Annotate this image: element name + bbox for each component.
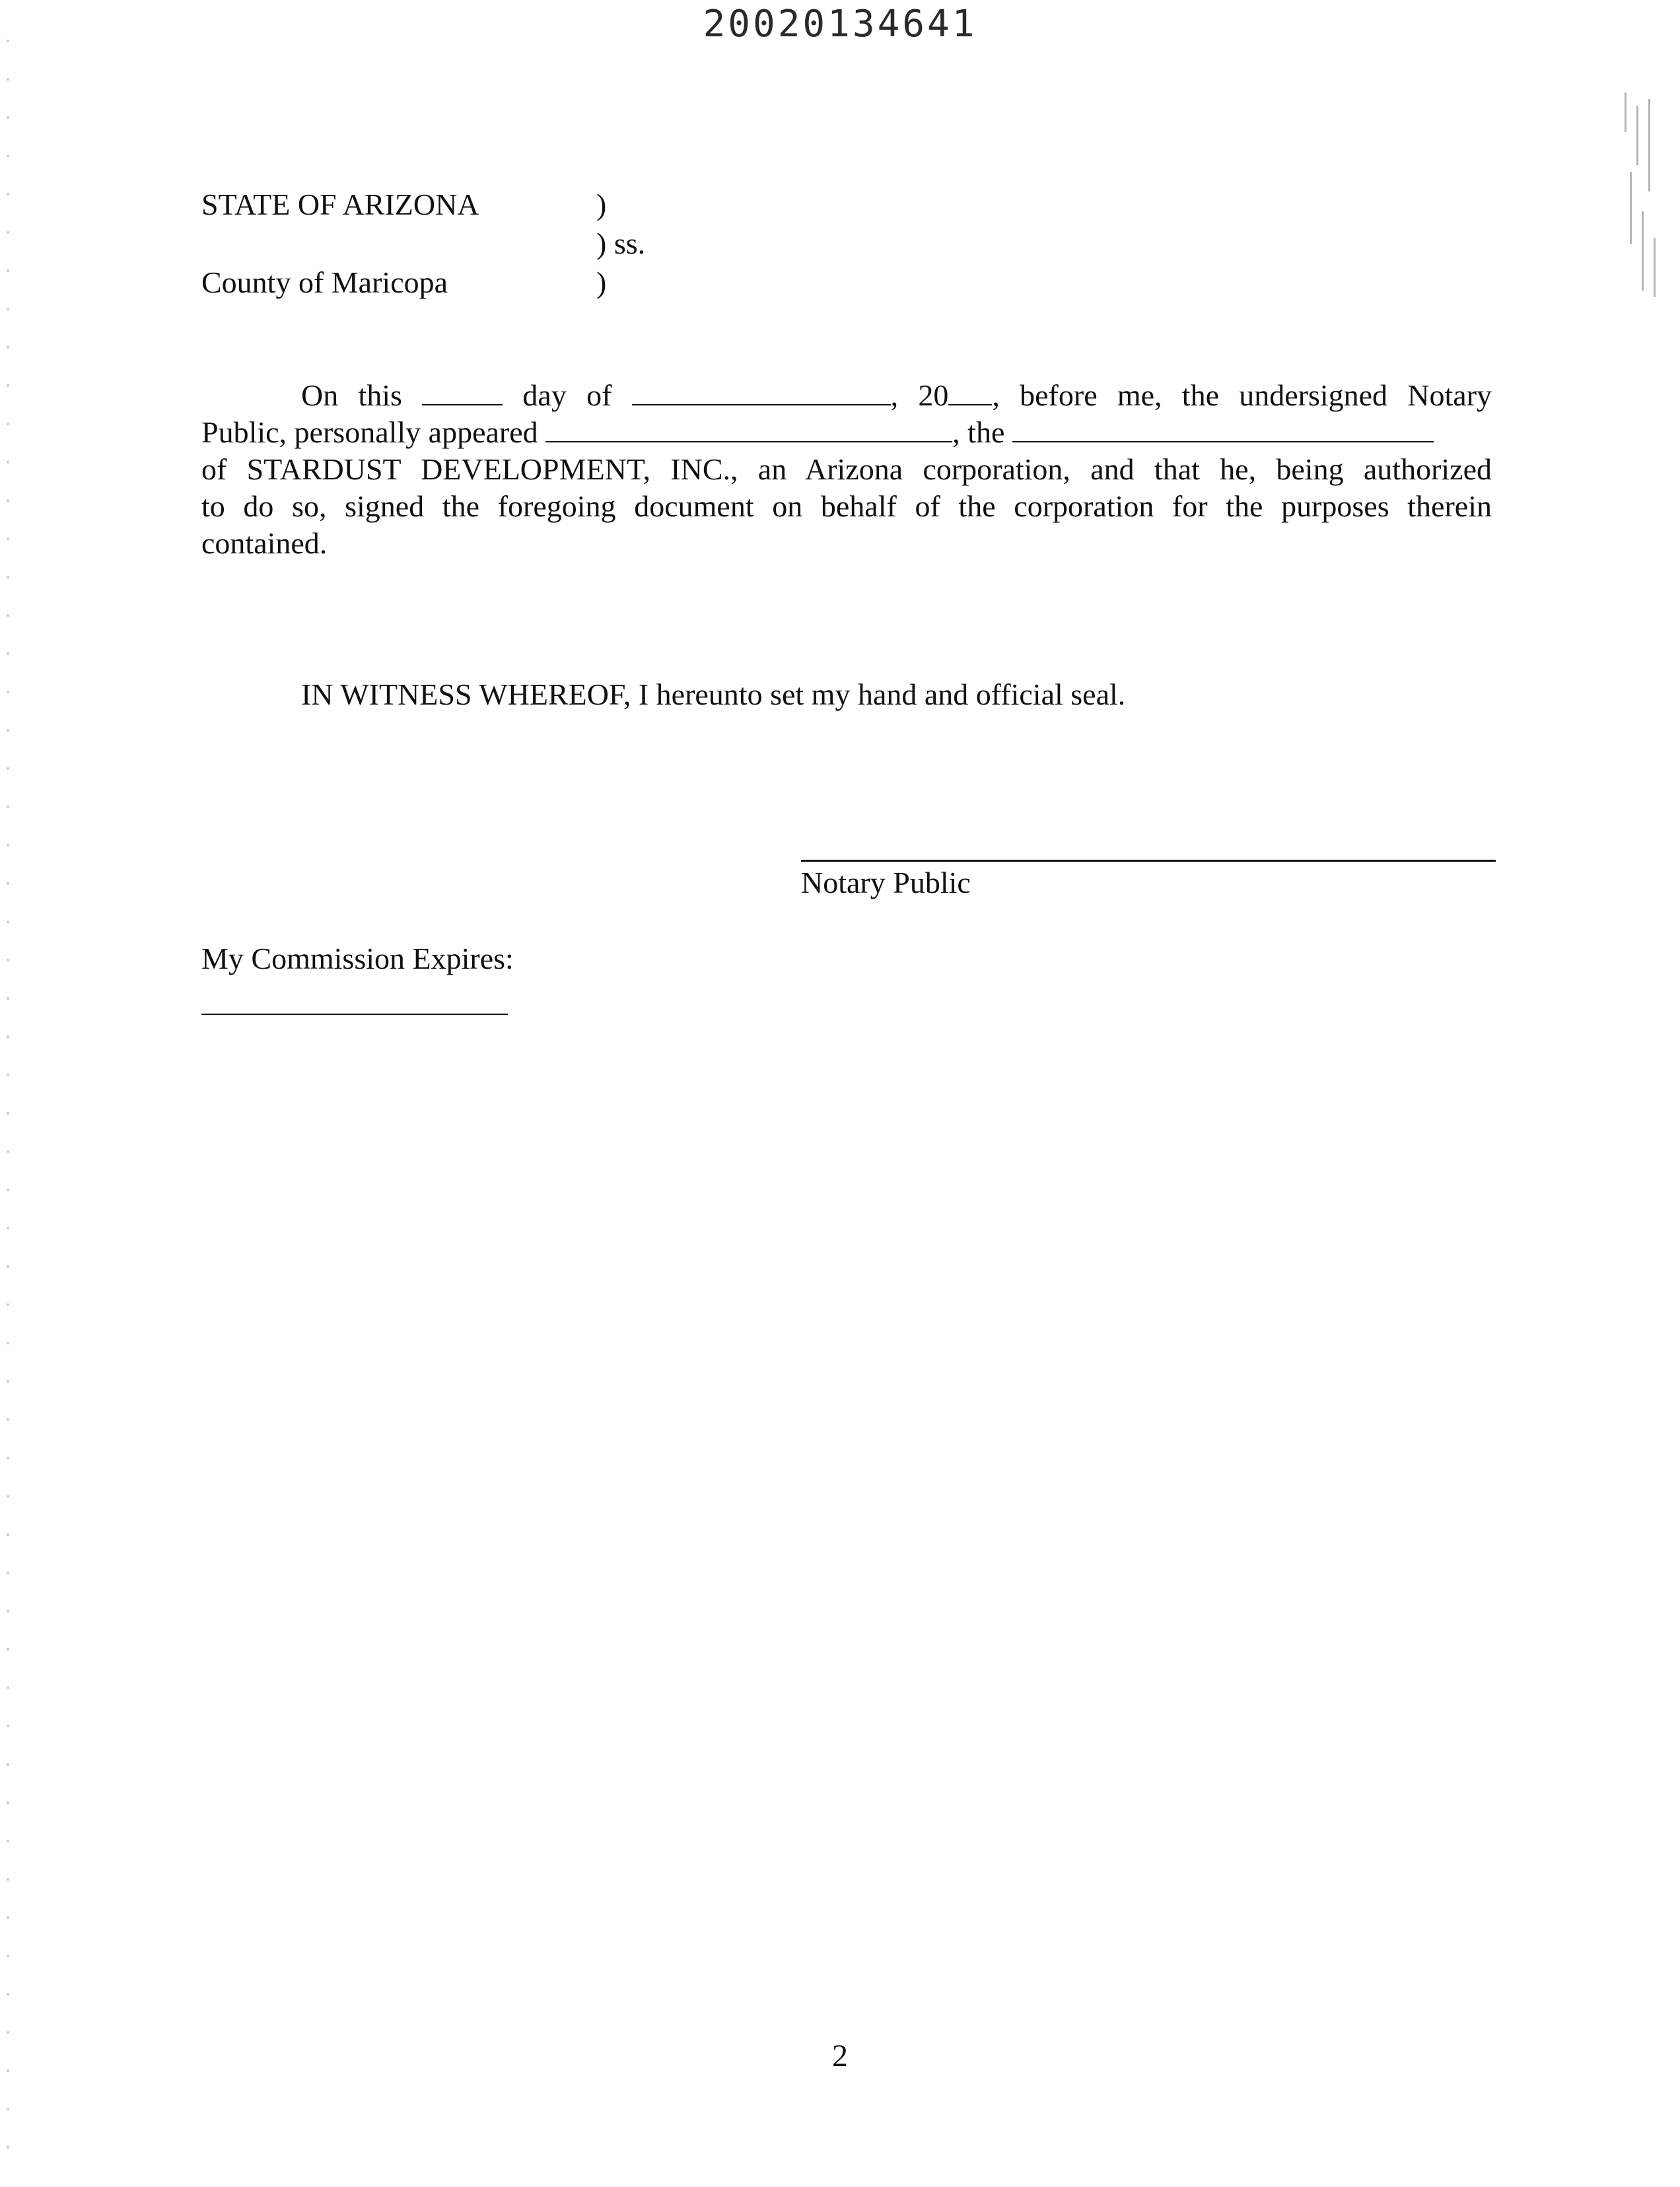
acknowledgment-line-3: of STARDUST DEVELOPMENT, INC., an Arizona corporation, and that he, being authorized — [201, 452, 1492, 486]
year-blank — [948, 380, 992, 405]
scan-edge-marks — [7, 40, 9, 2153]
venue-paren-top: ) — [596, 188, 607, 221]
month-blank — [632, 380, 891, 405]
signature-line — [801, 860, 1496, 862]
day-blank — [422, 380, 503, 405]
scanner-artifact — [1622, 92, 1662, 317]
acknowledgment-line-5: contained. — [201, 526, 328, 560]
recording-number: 20020134641 — [703, 3, 977, 46]
title-blank — [1012, 417, 1434, 442]
name-blank — [545, 417, 952, 442]
venue-paren-ss: ) ss. — [596, 226, 646, 260]
year-prefix-text: , 20 — [890, 378, 949, 412]
on-this-text: On this — [301, 378, 402, 412]
witness-clause: IN WITNESS WHEREOF, I hereunto set my hand and official seal. — [301, 677, 1126, 711]
day-of-text: day of — [522, 378, 612, 412]
public-appeared-text: Public, personally appeared — [201, 415, 538, 449]
commission-expires-line — [201, 1014, 508, 1015]
comma-the-text: , the — [952, 415, 1005, 449]
acknowledgment-line-4: to do so, signed the foregoing document on behalf of the corporation for the purposes therein — [201, 489, 1492, 523]
venue-county: County of Maricopa — [201, 265, 448, 299]
commission-expires-label: My Commission Expires: — [201, 942, 514, 975]
venue-state: STATE OF ARIZONA — [201, 188, 479, 221]
notary-public-caption: Notary Public — [801, 866, 971, 899]
before-me-text: , before me, the undersigned Notary — [992, 378, 1492, 412]
venue-paren-bottom: ) — [596, 265, 607, 299]
acknowledgment-line-2 — [201, 414, 1492, 451]
acknowledgment-paragraph — [201, 377, 1492, 562]
acknowledgment-line-1 — [201, 377, 1492, 414]
page-number: 2 — [832, 2038, 848, 2073]
